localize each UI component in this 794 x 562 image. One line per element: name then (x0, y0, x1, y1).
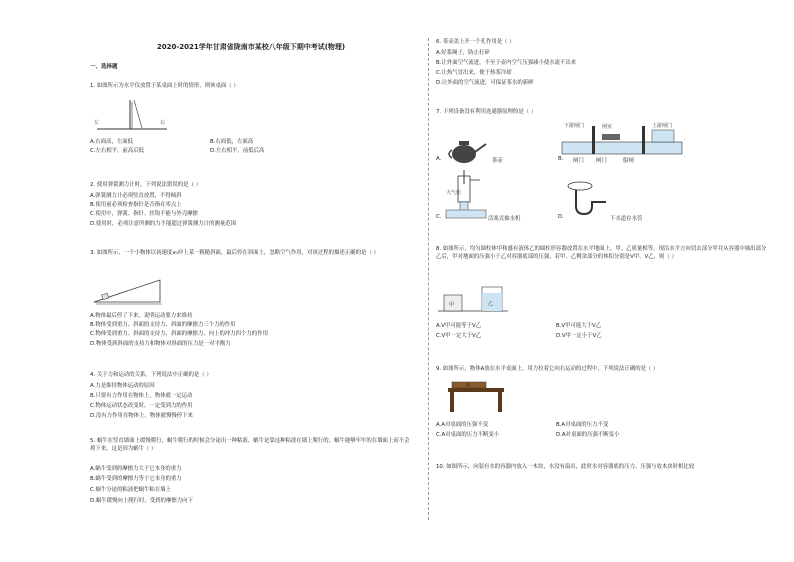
pump-atm-label: 大气压 (446, 190, 462, 196)
q7-option-b[interactable]: B. (558, 156, 564, 162)
q3-option-a[interactable]: A.物体最后停了下来，说明运动要力来维持 (90, 313, 193, 319)
q6-option-a[interactable]: A.好系绳子，防止打碎 (436, 50, 490, 56)
q6-option-c[interactable]: C.让热气冒出来，便于热茶冷却 (436, 70, 512, 76)
q7-option-a[interactable]: A. (436, 156, 442, 162)
question-5-text: 5. 蜗牛在竖直墙面上缓慢爬行，蜗牛爬行的时候会分泌出一种粘液，蜗牛是靠这种粘液在墙上爬行的，蜗牛能够牢牢的在墙面上而不会掉下来，这是因为蜗牛（ ） (90, 438, 410, 453)
q7-caption-c: 活塞式抽水机 (488, 216, 521, 222)
q7-caption-d: 下水道存水管 (610, 216, 643, 222)
q8-option-d[interactable]: D.V甲一定小于V乙 (556, 333, 602, 339)
q4-option-d[interactable]: D.没有力作用在物体上，物体就慢慢停下来 (90, 413, 193, 419)
q1-option-c[interactable]: C.左右相平，前高后低 (90, 148, 144, 154)
q6-option-b[interactable]: B.让外面空气流进，不至于壶内空气压强减小使水流不出来 (436, 60, 577, 66)
q2-option-d[interactable]: D.使用时，必须注意所测的力不能超过弹簧测力计的测量范围 (90, 221, 237, 227)
q3-option-b[interactable]: B.物体受到重力、斜面的支持力、斜面的摩擦力三个力的作用 (90, 322, 236, 328)
q7-caption-b1: 闸门 (573, 158, 584, 164)
container-yi-label: 乙 (488, 301, 494, 307)
q3-option-d[interactable]: D.物体受到斜面的支持力和物体对斜面的压力是一对平衡力 (90, 341, 231, 347)
q5-option-b[interactable]: B.蜗牛受到的摩擦力等于它本身的重力 (90, 476, 182, 482)
lock-label-downstream: 下游闸门 (564, 123, 585, 129)
q9-option-b[interactable]: B.A对桌面的压力不变 (556, 422, 609, 428)
cylinder-jia-label: 甲 (449, 302, 455, 308)
table-block-figure (448, 374, 508, 414)
lock-label-upstream: 上游闸门 (652, 123, 673, 129)
q8-option-b[interactable]: B.V甲可能大于V乙 (556, 323, 602, 329)
q6-option-d[interactable]: D.让外面的空气流进，可保证茶水的新鲜 (436, 80, 534, 86)
q5-option-a[interactable]: A.蜗牛受到的摩擦力大于它本身的重力 (90, 466, 182, 472)
block-a-label: A (466, 383, 470, 389)
q7-option-d[interactable]: D. (558, 214, 564, 220)
question-8-text: 8. 如图所示，均匀圆柱体甲和盛有液体乙的圆柱形容器放置在水平地面上，甲、乙质量相等，现沿水平方向切去部分甲并从容器中抽出部分乙后，甲对地面的压强小于乙对容器底部的压强，若甲、乙剩余部分的体积分别是V甲、V乙，则（ ） (436, 246, 767, 261)
q2-option-b[interactable]: B.使用前必须检查指针是否指在零点上 (90, 202, 182, 208)
q9-option-c[interactable]: C.A对桌面的压力不断变小 (436, 432, 500, 438)
q8-option-c[interactable]: C.V甲一定大于V乙 (436, 333, 482, 339)
q7-caption-b2: 闸门 (596, 158, 607, 164)
question-2-text: 2. 使用弹簧测力计时，下列说法错误的是（ ） (90, 182, 201, 188)
q3-option-c[interactable]: C.物体受到重力、斜面的支持力、斜面的摩擦力、向上的冲力四个力的作用 (90, 331, 268, 337)
question-10-text: 10. 如图所示，向装有水的容器内放入一木块，水没有溢出，此时水对容器底的压力、压强与放木块时相比较 (436, 464, 695, 470)
drain-pipe-figure (566, 180, 610, 220)
question-7-text: 7. 下列设备没有利用连通器原理的是（ ） (436, 109, 537, 115)
pump-figure (446, 170, 486, 218)
page-title: 2020-2021学年甘肃省陇南市某校八年级下期中考试(物理) (156, 43, 346, 51)
q5-option-c[interactable]: C.蜗牛分泌的粘液把蜗牛粘在墙上 (90, 487, 171, 493)
question-9-text: 9. 如图所示，物体A放在水平桌面上，用力拉着它向右运动的过程中，下列说法正确的是（ ） (436, 366, 659, 372)
incline-figure (92, 276, 172, 306)
figure-label-right: 右 (160, 120, 166, 126)
q5-option-d[interactable]: D.蜗牛缓慢向上爬行时，受到的摩擦力向下 (90, 498, 193, 504)
question-3-text: 3. 如图所示，一个小物体以初速度v₀冲上某一粗糙斜面，最后停在斜面上，忽略空气作用，对该过程的描述正确的是（ ） (90, 250, 379, 256)
teapot-figure (446, 136, 490, 164)
q7-caption-a: 茶壶 (492, 158, 503, 164)
question-6-text: 6. 茶壶盖上开一个孔作用是（ ） (436, 39, 515, 45)
section-heading: 一、选择题 (90, 64, 118, 70)
cylinder-figure (438, 283, 510, 313)
q1-option-a[interactable]: A.右面高，左面低 (90, 139, 134, 145)
q8-option-a[interactable]: A.V甲可能等于V乙 (436, 323, 482, 329)
level-figure (92, 96, 172, 134)
q4-option-a[interactable]: A.力是维持物体运动的原因 (90, 383, 155, 389)
question-4-text: 4. 关于力和运动的关系，下列说法中正确的是（ ） (90, 372, 212, 378)
q1-option-d[interactable]: D.左右相平，前低后高 (210, 148, 265, 154)
q1-option-b[interactable]: B.右面低，左面高 (210, 139, 254, 145)
question-1-text: 1. 如图所示为水平仪放置于某桌面上时的情形，则该桌面（ ） (90, 83, 239, 89)
q9-option-a[interactable]: A.A对桌面的压强不变 (436, 422, 489, 428)
q9-option-d[interactable]: D.A对桌面的压强不断变小 (556, 432, 620, 438)
q2-option-a[interactable]: A.弹簧测力计必须竖直放置，不得倾斜 (90, 193, 182, 199)
lock-label-chamber: 闸室 (602, 124, 613, 130)
column-divider (428, 38, 429, 520)
q7-option-c[interactable]: C. (436, 214, 442, 220)
figure-label-left: 左 (94, 120, 100, 126)
q4-option-c[interactable]: C.物体运动状态改变时，一定受到力的作用 (90, 403, 193, 409)
q2-option-c[interactable]: C.使用中，弹簧、指针、挂钩不能与外壳摩擦 (90, 211, 198, 217)
q7-caption-b3: 船闸 (623, 158, 634, 164)
ship-lock-figure (562, 122, 682, 156)
q4-option-b[interactable]: B.只要有力作用在物体上，物体就一定运动 (90, 393, 193, 399)
